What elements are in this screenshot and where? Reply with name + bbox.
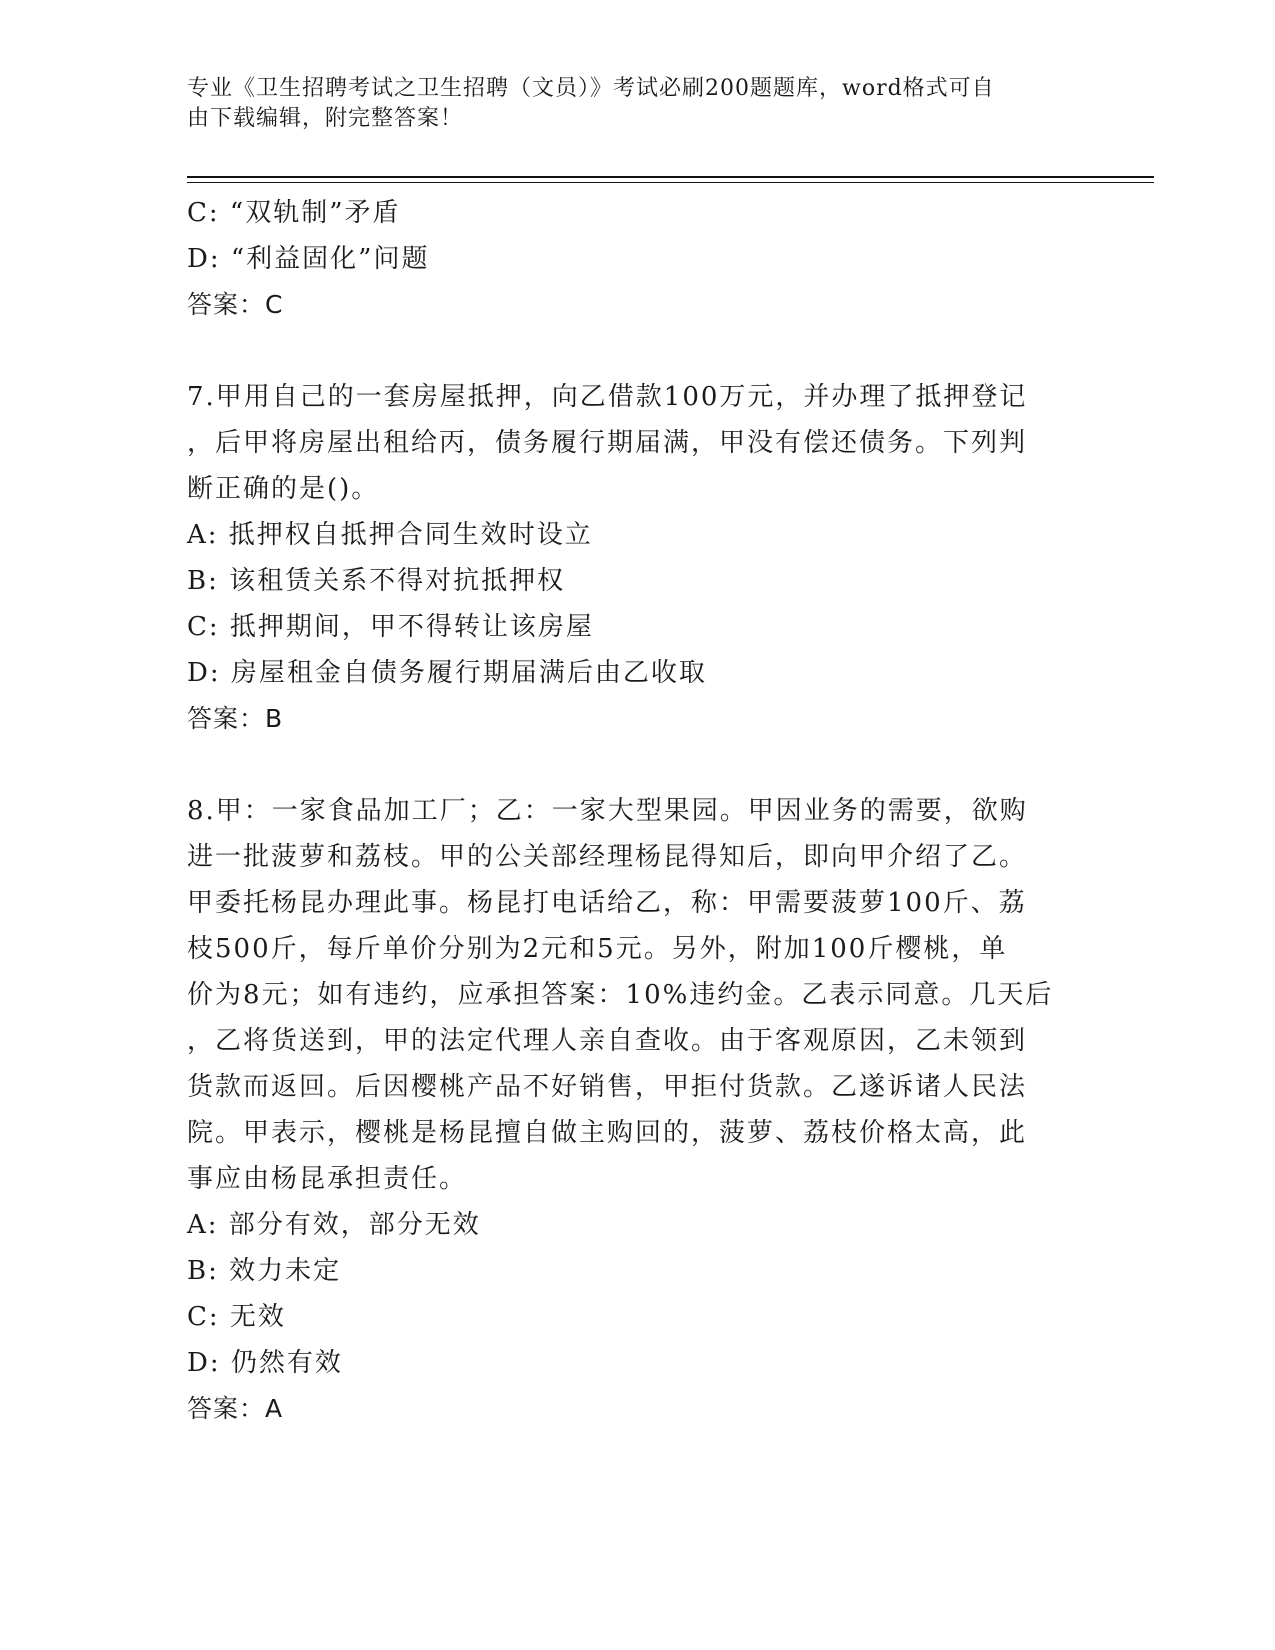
q6-answer: 答案：C: [187, 290, 284, 319]
q7-option-c: C: 抵押期间，甲不得转让该房屋: [187, 612, 594, 642]
question-7: [187, 374, 1087, 742]
q8-stem-line: 价为8元；如有违约，应承担答案：10%违约金。乙表示同意。几天后: [187, 980, 1054, 1010]
q7-answer: 答案：B: [187, 704, 284, 733]
q7-option-a: A: 抵押权自抵押合同生效时设立: [187, 520, 593, 550]
header-divider-thin: [187, 182, 1154, 183]
q6-option-d: D: “利益固化”问题: [187, 244, 430, 274]
q7-option-d: D: 房屋租金自债务履行期届满后由乙收取: [187, 658, 707, 688]
q8-stem-line: 院。甲表示，樱桃是杨昆擅自做主购回的，菠萝、荔枝价格太高，此: [187, 1118, 1028, 1148]
header-line-1: 专业《卫生招聘考试之卫生招聘（文员）》考试必刷200题题库，word格式可自: [187, 76, 995, 101]
q8-stem-line: 事应由杨昆承担责任。: [187, 1164, 468, 1194]
q8-stem-line: 甲委托杨昆办理此事。杨昆打电话给乙，称：甲需要菠萝100斤、荔: [187, 888, 1027, 918]
header-line-2: 由下载编辑，附完整答案！: [187, 106, 464, 131]
q8-answer: 答案：A: [187, 1394, 284, 1423]
q7-stem-line: ，后甲将房屋出租给丙，债务履行期届满，甲没有偿还债务。下列判: [187, 428, 1028, 458]
q8-option-c: C: 无效: [187, 1302, 286, 1332]
q8-stem-line: 枝500斤，每斤单价分别为2元和5元。另外，附加100斤樱桃，单: [187, 934, 1008, 964]
question-8: [187, 788, 1087, 1432]
q7-stem-line: 断正确的是()。: [187, 474, 380, 504]
spacer: [187, 328, 1087, 374]
q8-stem-line: 8.甲：一家食品加工厂；乙：一家大型果园。甲因业务的需要，欲购: [187, 796, 1028, 826]
q7-stem-line: 7.甲用自己的一套房屋抵押，向乙借款100万元，并办理了抵押登记: [187, 382, 1028, 412]
q8-option-d: D: 仍然有效: [187, 1348, 343, 1378]
q6-option-c: C: “双轨制”矛盾: [187, 198, 401, 228]
spacer: [187, 742, 1087, 788]
q8-option-a: A: 部分有效，部分无效: [187, 1210, 481, 1240]
q7-option-b: B: 该租赁关系不得对抗抵押权: [187, 566, 566, 596]
q8-stem-line: 货款而返回。后因樱桃产品不好销售，甲拒付货款。乙遂诉诸人民法: [187, 1072, 1028, 1102]
q8-option-b: B: 效力未定: [187, 1256, 342, 1286]
question-6-tail: [187, 190, 1087, 328]
question-content: [187, 190, 1087, 1432]
page-header: [187, 74, 1067, 134]
q8-stem-line: 进一批菠萝和荔枝。甲的公关部经理杨昆得知后，即向甲介绍了乙。: [187, 842, 1028, 872]
header-divider-thick: [187, 176, 1154, 178]
q8-stem-line: ，乙将货送到，甲的法定代理人亲自查收。由于客观原因，乙未领到: [187, 1026, 1028, 1056]
